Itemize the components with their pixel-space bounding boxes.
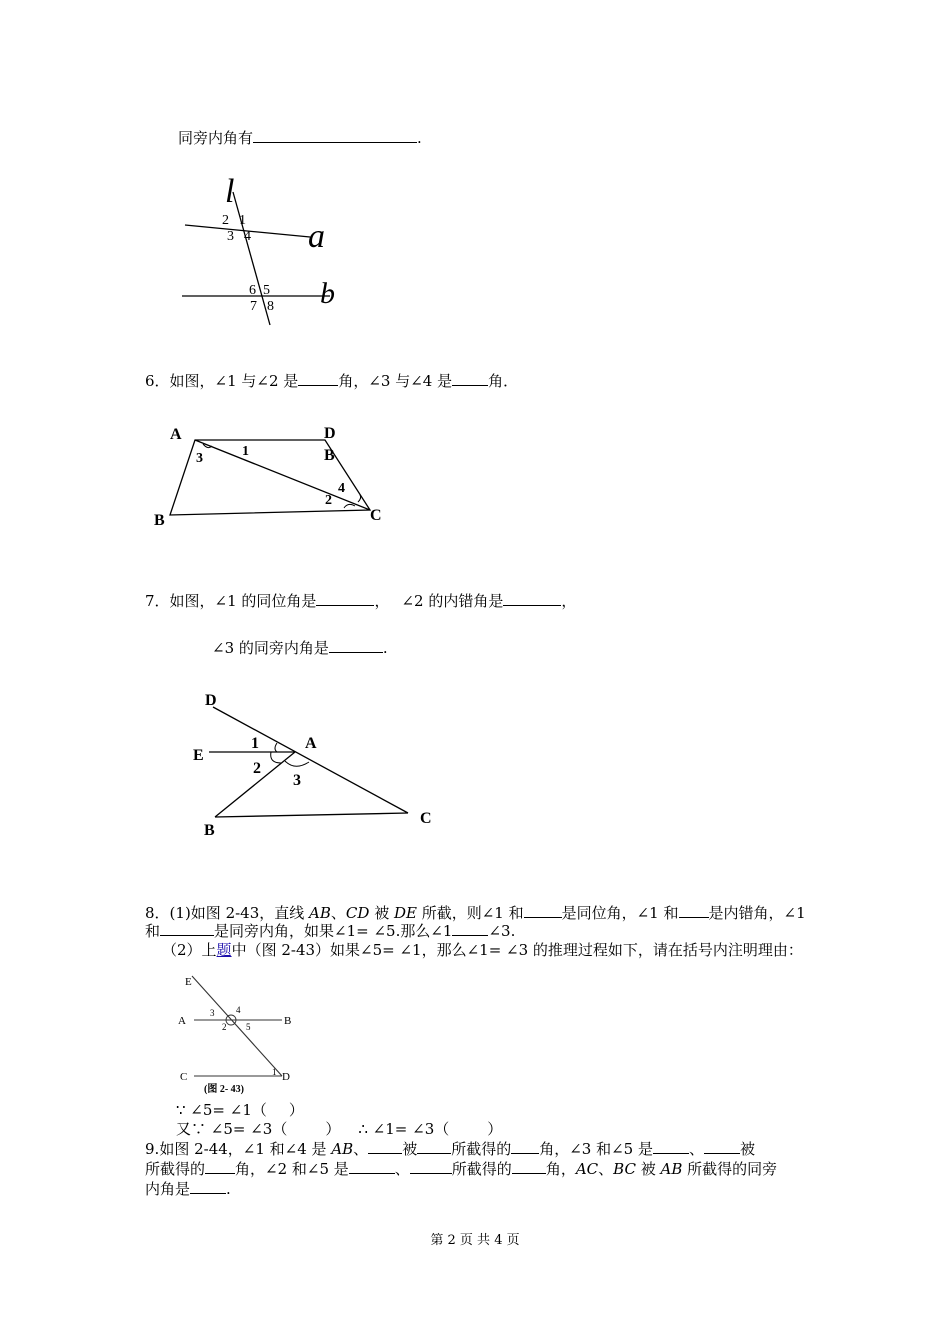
q5-text: 同旁内角有: [178, 129, 254, 147]
q6-figure: [150, 420, 400, 535]
label-E: E: [185, 976, 192, 988]
q9-blank-9[interactable]: [512, 1159, 546, 1174]
angle-2: 2: [253, 760, 261, 777]
label-a: a: [308, 218, 325, 255]
q9-blank-10[interactable]: [190, 1179, 226, 1194]
q9-blank-5[interactable]: [704, 1139, 740, 1154]
angle-6: 6: [249, 283, 256, 298]
angle-1: 1: [242, 444, 249, 459]
label-C: C: [370, 507, 382, 524]
angle-3: 3: [210, 1008, 215, 1018]
q8-blank-2[interactable]: [679, 903, 709, 918]
q7-line-2: ∠3 的同旁内角是 .: [212, 639, 388, 657]
q9-line-3: 内角是 .: [145, 1180, 231, 1198]
q6-line: 6．如图，∠1 与∠2 是 角，∠3 与∠4 是 角．: [145, 372, 519, 390]
q8-line-2: 和 是同旁内角，如果∠1= ∠5.那么∠1 ∠3.: [145, 922, 516, 940]
q6-blank-2[interactable]: [452, 371, 488, 386]
label-B-top: B: [324, 447, 335, 464]
q8-reason-1: ∵ ∠5= ∠1（ ）: [176, 1101, 304, 1119]
label-D: D: [205, 692, 217, 709]
q8-line-1: 8．(1)如图 2-43，直线 AB、CD 被 DE 所截，则∠1 和 是同位角，∠1 和 是内错角，∠1: [145, 904, 806, 922]
q6-blank-1[interactable]: [298, 371, 338, 386]
label-l: l: [225, 173, 235, 210]
q9-blank-6[interactable]: [205, 1159, 235, 1174]
q8-figure: [172, 968, 312, 1098]
diagonal-ac: [195, 440, 370, 510]
q5-figure: [170, 170, 370, 340]
q7-figure: [185, 685, 455, 840]
line-bc: [215, 813, 408, 817]
label-C: C: [180, 1071, 188, 1083]
label-B: B: [204, 822, 215, 839]
q9-line-1: 9.如图 2-44，∠1 和∠4 是 AB、 被 所截得的 角，∠3 和∠5 是 、 被: [145, 1140, 756, 1158]
angle-7: 7: [250, 299, 257, 314]
q8-blank-4[interactable]: [452, 921, 488, 936]
angle-8: 8: [267, 299, 274, 314]
q8-reason-2: 又∵ ∠5= ∠3（ ） ∴ ∠1= ∠3（ ）: [176, 1120, 503, 1138]
label-b: b: [320, 277, 335, 310]
line-dc: [213, 707, 408, 813]
q7-blank-2[interactable]: [503, 591, 561, 606]
angle-3: 3: [293, 772, 301, 789]
angle-3: 3: [227, 229, 234, 244]
angle-1: 1: [239, 213, 246, 228]
arc-2: [271, 752, 281, 763]
q7-blank-1[interactable]: [316, 591, 374, 606]
label-D: D: [324, 425, 336, 442]
angle-2: 2: [222, 1022, 227, 1032]
angle-2: 2: [325, 493, 332, 508]
line-ed: [192, 976, 282, 1076]
angle-2: 2: [222, 213, 229, 228]
angle-4: 4: [244, 229, 251, 244]
page-footer: 第 2 页 共 4 页: [430, 1233, 520, 1248]
q9-blank-8[interactable]: [410, 1159, 452, 1174]
q7-line-1: 7．如图，∠1 的同位角是 ， ∠2 的内错角是 ，: [145, 592, 577, 610]
label-E: E: [193, 747, 204, 764]
label-B: B: [284, 1015, 292, 1027]
angle-4: 4: [338, 481, 345, 496]
q8-blank-3[interactable]: [160, 921, 214, 936]
angle-4: 4: [236, 1005, 241, 1015]
q8-title-link[interactable]: 题: [216, 941, 232, 959]
q8-line-3: （2）上题中（图 2-43）如果∠5= ∠1，那么∠1= ∠3 的推理过程如下，请在括号内注明理由：: [162, 941, 803, 959]
label-A: A: [170, 426, 182, 443]
angle-5: 5: [246, 1022, 251, 1032]
label-C: C: [420, 810, 432, 827]
angle-5: 5: [263, 283, 270, 298]
q5-line: 同旁内角有 .: [178, 129, 422, 147]
q7-blank-3[interactable]: [329, 638, 383, 653]
label-B: B: [154, 512, 165, 529]
label-A: A: [305, 735, 317, 752]
q9-blank-3[interactable]: [511, 1139, 539, 1154]
q9-blank-4[interactable]: [653, 1139, 689, 1154]
angle-3: 3: [196, 451, 203, 466]
q9-blank-2[interactable]: [417, 1139, 451, 1154]
angle-1: 1: [251, 735, 259, 752]
arc-2-4: [344, 495, 361, 508]
label-A: A: [178, 1015, 186, 1027]
q9-line-2: 所截得的 角，∠2 和∠5 是 、 所截得的 角，AC、BC 被 AB 所截得的同旁: [145, 1160, 778, 1178]
q8-blank-1[interactable]: [524, 903, 562, 918]
angle-1: 1: [272, 1067, 277, 1077]
label-D: D: [282, 1071, 290, 1083]
q5-blank[interactable]: [253, 128, 417, 143]
q9-blank-7[interactable]: [349, 1159, 395, 1174]
arc-1: [275, 743, 277, 752]
arc-3: [285, 761, 309, 766]
q9-blank-1[interactable]: [368, 1139, 402, 1154]
figure-caption: (图 2- 43): [204, 1084, 244, 1095]
